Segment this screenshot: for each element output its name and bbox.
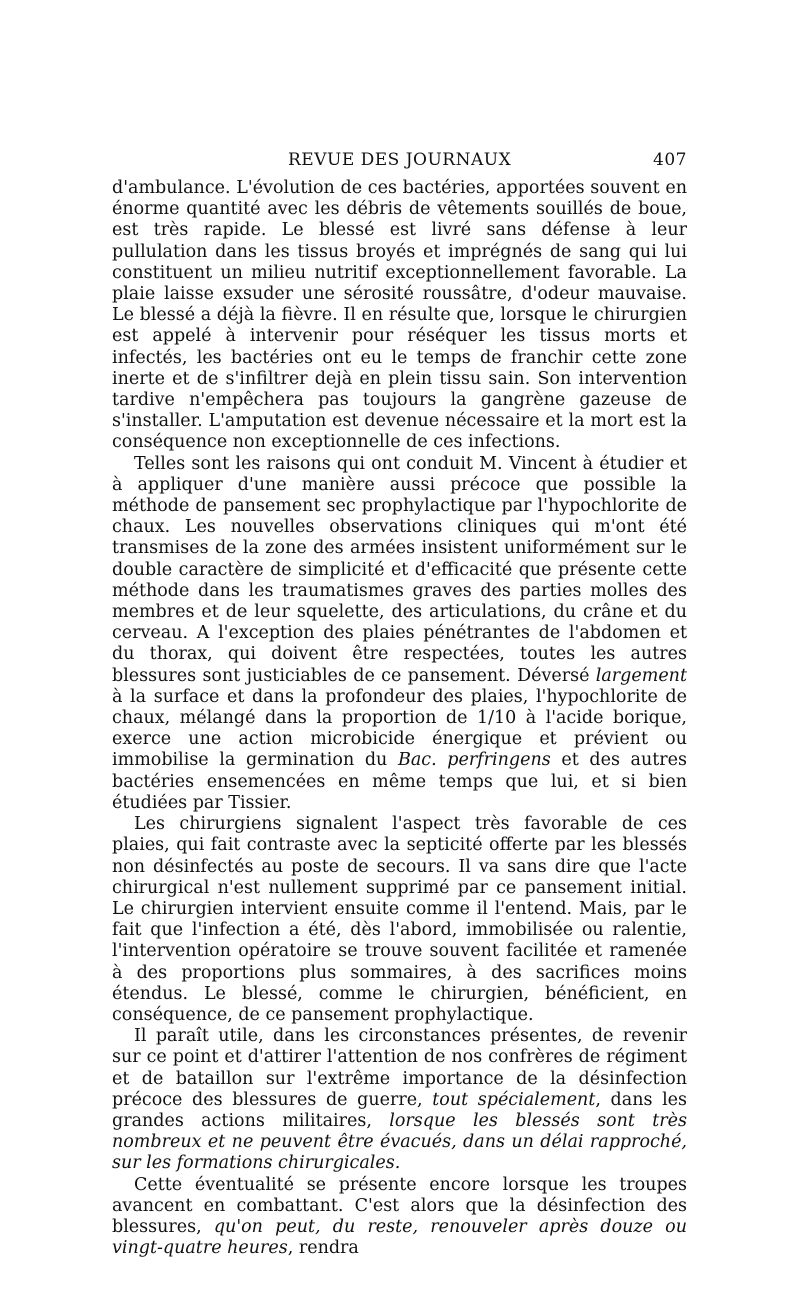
- text-run: , dans les grandes actions militaires,: [112, 1089, 688, 1131]
- running-head: [112, 150, 687, 174]
- paragraph: [112, 1175, 687, 1260]
- text-run: Les chirurgiens signalent l'aspect très favorable de ces plaies, qui fait contraste avec la septicité offerte par les blessés non désinfectés au poste de secours. Il va sans dire que l'acte chirurgical n'est nullement supprimé par ce pansement initial. Le chirurgien intervient ensuite comme il l'entend. Mais, par le fait que l'infection a été, dès l'abord, immobilisée ou ralentie, l'intervention opératoire se trouve souvent facilitée et ramenée à des proportions plus sommaires, à des sacrifices moins étendus. Le blessé, comme le chirurgien, bénéficient, en conséquence, de ce pansement prophylactique.: [112, 814, 687, 1025]
- italic-text-run: Bac. perfringens: [397, 750, 551, 771]
- text-run: Telles sont les raisons qui ont conduit M. Vincent à étudier et à appliquer d'une manière aussi précoce que possible la méthode de pansement sec prophylactique par l'hypochlorite de chaux. Les nouvelles observations cliniques qui m'ont été transmises de la zone des armées insistent uniformément sur le double caractère de simplicité et d'efficacité que présente cette méthode dans les traumatismes graves des parties molles des membres et de leur squelette, des articulations, du crâne et du cerveau. A l'exception des plaies pénétrantes de l'abdomen et du thorax, qui doivent être respectées, toutes les autres blessures sont justiciables de ce pansement. Déversé: [112, 453, 687, 686]
- paragraph: [112, 814, 687, 1026]
- paragraph: [112, 178, 687, 454]
- paragraph: [112, 454, 687, 814]
- page-number: 407: [653, 150, 687, 170]
- text-run: à la surface et dans la profondeur des plaies, l'hypochlorite de chaux, mélangé dans la proportion de 1/10 à l'acide borique, exerce une action microbicide énergique et prévient ou immobilise la germination du: [112, 686, 687, 771]
- body-text: [112, 178, 687, 1259]
- running-title: REVUE DES JOURNAUX: [288, 150, 512, 170]
- text-run: , rendra: [287, 1238, 359, 1259]
- italic-text-run: largement: [595, 665, 687, 686]
- text-run: Cette éventualité se présente encore lorsque les troupes avancent en combattant. C'est alors que la désinfection des blessures,: [112, 1174, 687, 1237]
- italic-text-run: qu'on peut, du reste, renouveler après douze ou vingt-quatre heures: [112, 1216, 687, 1259]
- italic-text-run: tout spécialement: [432, 1089, 596, 1110]
- text-run: et des autres bactéries ensemencées en même temps que lui, et si bien étudiées par Tissier.: [112, 750, 687, 813]
- italic-text-run: lorsque les blessés sont très nombreux et ne peuvent être évacués, dans un délai rapproché, sur les formations chirurgicales.: [112, 1110, 687, 1174]
- text-run: Il paraît utile, dans les circonstances présentes, de revenir sur ce point et d'attirer l'attention de nos confrères de régiment et de bataillon sur l'extrême importance de la désinfection précoce des blessures de guerre,: [112, 1026, 687, 1110]
- paragraph: [112, 1026, 687, 1174]
- text-run: d'ambulance. L'évolution de ces bactéries, apportées souvent en énorme quantité avec les débris de vêtements souillés de boue, est très rapide. Le blessé est livré sans défense à leur pullulation dans les tissus broyés et imprégnés de sang qui lui constituent un milieu nutritif exceptionnellement favorable. La plaie laisse exsuder une sérosité roussâtre, d'odeur mauvaise. Le blessé a déjà la fièvre. Il en résulte que, lorsque le chirurgien est appelé à intervenir pour réséquer les tissus morts et infectés, les bactéries ont eu le temps de franchir cette zone inerte et de s'infiltrer dejà en plein tissu sain. Son intervention tardive n'empêchera pas toujours la gangrène gazeuse de s'installer. L'amputation est devenue nécessaire et la mort est la conséquence non exceptionnelle de ces infections.: [112, 178, 687, 453]
